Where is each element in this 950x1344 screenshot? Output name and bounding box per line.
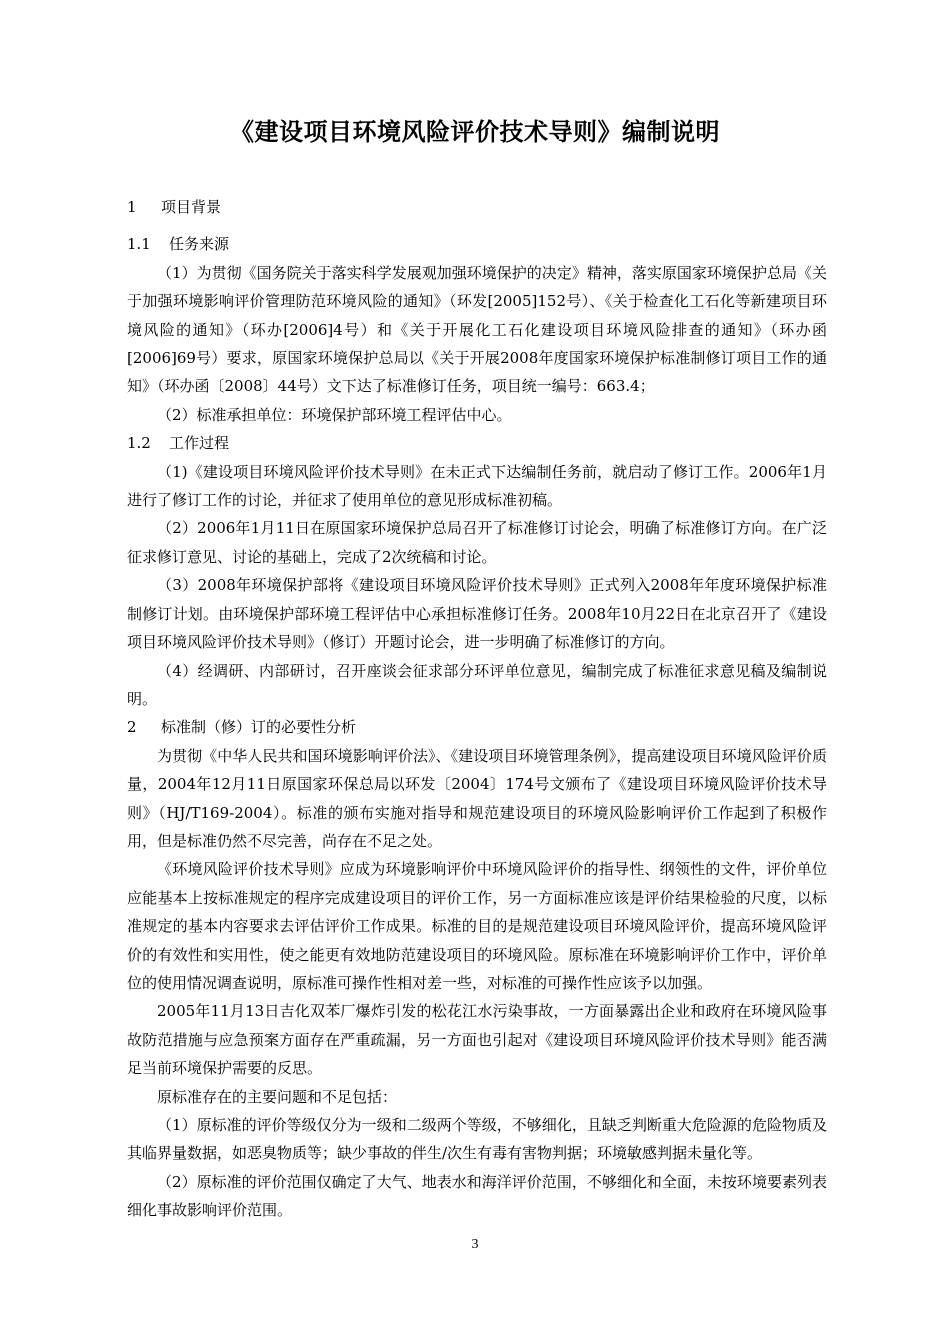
paragraph-task-source: （1）为贯彻《国务院关于落实科学发展观加强环境保护的决定》精神，落实原国家环境保护总局《关于加强环境影响评价管理防范环境风险的通知》（环发[2005]152号）、《关于检查化工石化等新建项目环境风险的通知》（环办[2006]4号）和《关于开展化工石化建设项目环境风险排查的通知》（环办函[2006]69号）要求，原国家环境保护总局以《关于开展2008年度国家环境保护标准制修订项目工作的通知》（环办函〔2008〕44号）文下达了标准修订任务，项目统一编号：663.4； — [127, 263, 827, 396]
section-number: 1.2 — [127, 434, 151, 453]
section-number: 1.1 — [127, 235, 151, 254]
paragraph-necessity-3: 2005年11月13日吉化双苯厂爆炸引发的松花江水污染事故，一方面暴露出企业和政府在环境风险事故防范措施与应急预案方面存在严重疏漏，另一方面也引起对《建设项目环境风险评价技术导则》能否满足当前环境保护需要的反思。 — [127, 1002, 827, 1078]
paragraph-problem-1: （1）原标准的评价等级仅分为一级和二级两个等级，不够细化，且缺乏判断重大危险源的危险物质及其临界量数据，如恶臭物质等；缺少事故的伴生/次生有毒有害物判据；环境敏感判据未量化等。 — [127, 1116, 827, 1163]
paragraph-process-3: （3）2008年环境保护部将《建设项目环境风险评价技术导则》正式列入2008年年度环境保护标准制修订计划。由环境保护部环境工程评估中心承担标准修订任务。2008年10月22日在北京召开了《建设项目环境风险评价技术导则》（修订）开题讨论会，进一步明确了标准修订的方向。 — [127, 576, 827, 652]
paragraph-problem-2: （2）原标准的评价范围仅确定了大气、地表水和海洋评价范围，不够细化和全面，未按环境要素列表细化事故影响评价范围。 — [127, 1172, 827, 1220]
paragraph-problems-intro: 原标准存在的主要问题和不足包括： — [157, 1087, 398, 1106]
section-title: 标准制（修）订的必要性分析 — [161, 718, 357, 737]
section-number: 1 — [127, 198, 137, 216]
section-number: 2 — [127, 718, 137, 737]
section-heading-1-2 — [127, 429, 827, 457]
section-heading-2 — [127, 713, 827, 741]
paragraph-process-4: （4）经调研、内部研讨，召开座谈会征求部分环评单位意见，编制完成了标准征求意见稿及编制说明。 — [127, 661, 827, 708]
section-heading-1 — [127, 193, 827, 221]
section-heading-1-1 — [127, 230, 827, 258]
paragraph-process-2: （2）2006年1月11日在原国家环境保护总局召开了标准修订讨论会，明确了标准修订方向。在广泛征求修订意见、讨论的基础上，完成了2次统稿和讨论。 — [127, 519, 827, 566]
paragraph-undertaking-unit: （2）标准承担单位：环境保护部环境工程评估中心。 — [157, 405, 512, 424]
document-title: 《建设项目环境风险评价技术导则》编制说明 — [230, 118, 720, 146]
section-title: 工作过程 — [169, 434, 230, 453]
section-title: 任务来源 — [169, 235, 230, 254]
section-title: 项目背景 — [161, 198, 222, 216]
document-body — [127, 193, 827, 1225]
page-number: 3 — [471, 1237, 479, 1252]
paragraph-necessity-2: 《环境风险评价技术导则》应成为环境影响评价中环境风险评价的指导性、纲领性的文件，评价单位应能基本上按标准规定的程序完成建设项目的评价工作，另一方面标准应该是评价结果检验的尺度，以标准规定的基本内容要求去评估评价工作成果。标准的目的是规范建设项目环境风险评价，提高环境风险评价的有效性和实用性，使之能更有效地防范建设项目的环境风险。原标准在环境影响评价工作中，评价单位的使用情况调查说明，原标准可操作性相对差一些，对标准的可操作性应该予以加强。 — [127, 860, 827, 992]
paragraph-process-1: （1)《建设项目环境风险评价技术导则》在未正式下达编制任务前，就启动了修订工作。2006年1月进行了修订工作的讨论，并征求了使用单位的意见形成标准初稿。 — [127, 462, 827, 510]
paragraph-necessity-1: 为贯彻《中华人民共和国环境影响评价法》、《建设项目环境管理条例》，提高建设项目环境风险评价质量，2004年12月11日原国家环保总局以环发〔2004〕174号文颁布了《建设项目环境风险评价技术导则》（HJ/T169-2004）。标准的颁布实施对指导和规范建设项目的环境风险影响评价工作起到了积极作用，但是标准仍然不尽完善，尚存在不足之处。 — [127, 746, 827, 850]
